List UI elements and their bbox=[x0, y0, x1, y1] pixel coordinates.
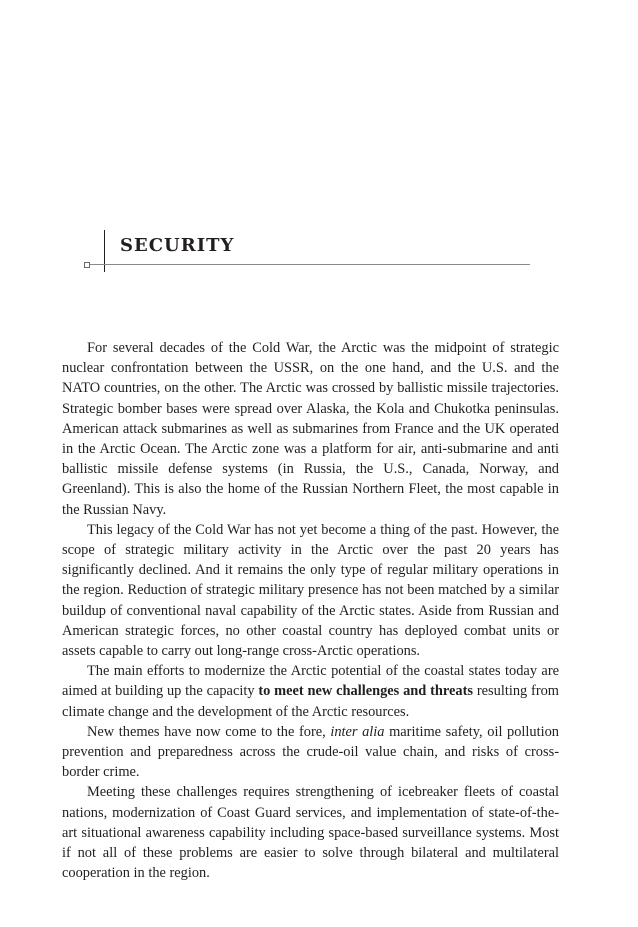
paragraph-4-text-start: New themes have now come to the fore, bbox=[87, 723, 331, 740]
body-text bbox=[62, 338, 559, 883]
header-square-marker bbox=[84, 262, 90, 268]
paragraph-5: Meeting these challenges requires strengthening of icebreaker fleets of coastal nations, modernization of Coast Guard services, and implementation of state-of-the-art situational awareness capability including space-based surveillance systems. Most if not all of these problems are easier to solve through bilateral and multilateral cooperation in the region. bbox=[62, 784, 559, 882]
paragraph-2: This legacy of the Cold War has not yet become a thing of the past. However, the scope of strategic military activity in the Arctic over the past 20 years has significantly declined. And it remains the only type of regular military operations in the region. Reduction of strategic military presence has not been matched by a similar buildup of conventional naval capability of the Arctic states. Aside from Russian and American strategic forces, no other coastal country has deployed combat units or assets capable to carry out long-range cross-Arctic operations. bbox=[62, 521, 559, 660]
header-vertical-rule bbox=[104, 230, 105, 272]
paragraph-4-italic: inter alia bbox=[330, 723, 385, 740]
paragraph-4 bbox=[62, 722, 559, 783]
paragraph-3-text-start: The main efforts to modernize the Arctic potential of the coastal states today are aimed at building up the capacity bbox=[62, 663, 559, 700]
paragraph-4-text-end: maritime safety, oil pollution prevention and preparedness across the crude-oil value chain, and risks of cross-border crime. bbox=[62, 723, 559, 781]
paragraph-3-text-end: resulting from climate change and the development of the Arctic resources. bbox=[62, 683, 560, 720]
paragraph-3 bbox=[62, 661, 559, 722]
paragraph-1: For several decades of the Cold War, the Arctic was the midpoint of strategic nuclear confrontation between the USSR, on the one hand, and the U.S. and the NATO countries, on the other. The Arctic was crossed by ballistic missile trajectories. Strategic bomber bases were spread over Alaska, the Kola and Chukotka peninsulas. American attack submarines as well as submarines from France and the UK operated in the Arctic Ocean. The Arctic zone was a platform for air, anti-submarine and anti ballistic missile defense systems (in Russia, the U.S., Canada, Norway, and Greenland). This is also the home of the Russian Northern Fleet, the most capable in the Russian Navy. bbox=[62, 340, 559, 518]
section-header bbox=[84, 230, 532, 274]
header-horizontal-rule bbox=[84, 264, 530, 265]
section-title: SECURITY bbox=[120, 235, 235, 256]
paragraph-3-emphasis: to meet new challenges and threats bbox=[258, 683, 474, 700]
